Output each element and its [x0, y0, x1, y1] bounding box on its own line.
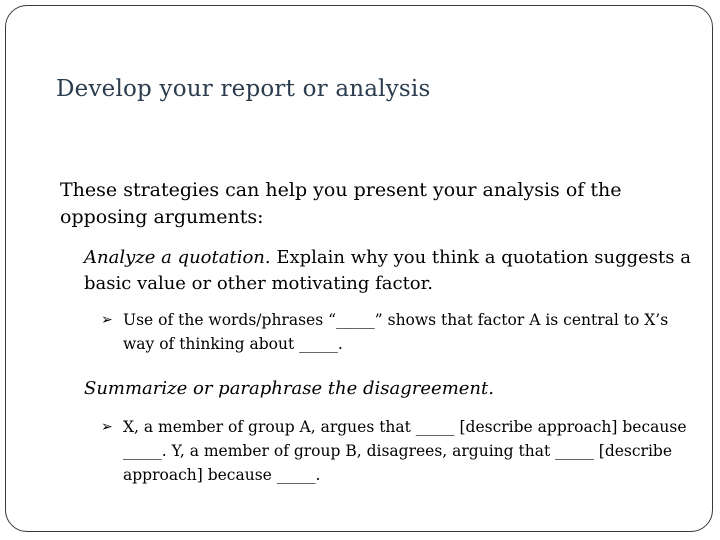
- strategy-heading-text: Explain why you think a quotation suggests a basic value or other motivating factor.: [84, 247, 691, 294]
- arrow-bullet-icon: ➢: [101, 419, 113, 435]
- strategy-summarize-disagreement: [84, 376, 704, 402]
- intro-paragraph: These strategies can help you present your analysis of the opposing arguments:: [60, 179, 622, 228]
- slide-title: Develop your report or analysis: [56, 76, 431, 102]
- bullet-text: X, a member of group A, argues that _____ [describe approach] because _____. Y, a member of group B, disagrees, arguing that _____ [describe approach] because _____.: [123, 418, 687, 484]
- bullet-text: Use of the words/phrases “_____” shows that factor A is central to X’s way of thinking about _____.: [123, 311, 669, 353]
- arrow-bullet-icon: ➢: [101, 312, 113, 328]
- bullet-item: [99, 415, 699, 487]
- strategy-heading-italic: Analyze a quotation.: [84, 247, 271, 268]
- slide: [5, 5, 713, 532]
- bullet-item: [99, 308, 699, 356]
- strategy-analyze-quotation: [84, 245, 704, 297]
- strategy-heading-italic: Summarize or paraphrase the disagreement.: [84, 378, 494, 399]
